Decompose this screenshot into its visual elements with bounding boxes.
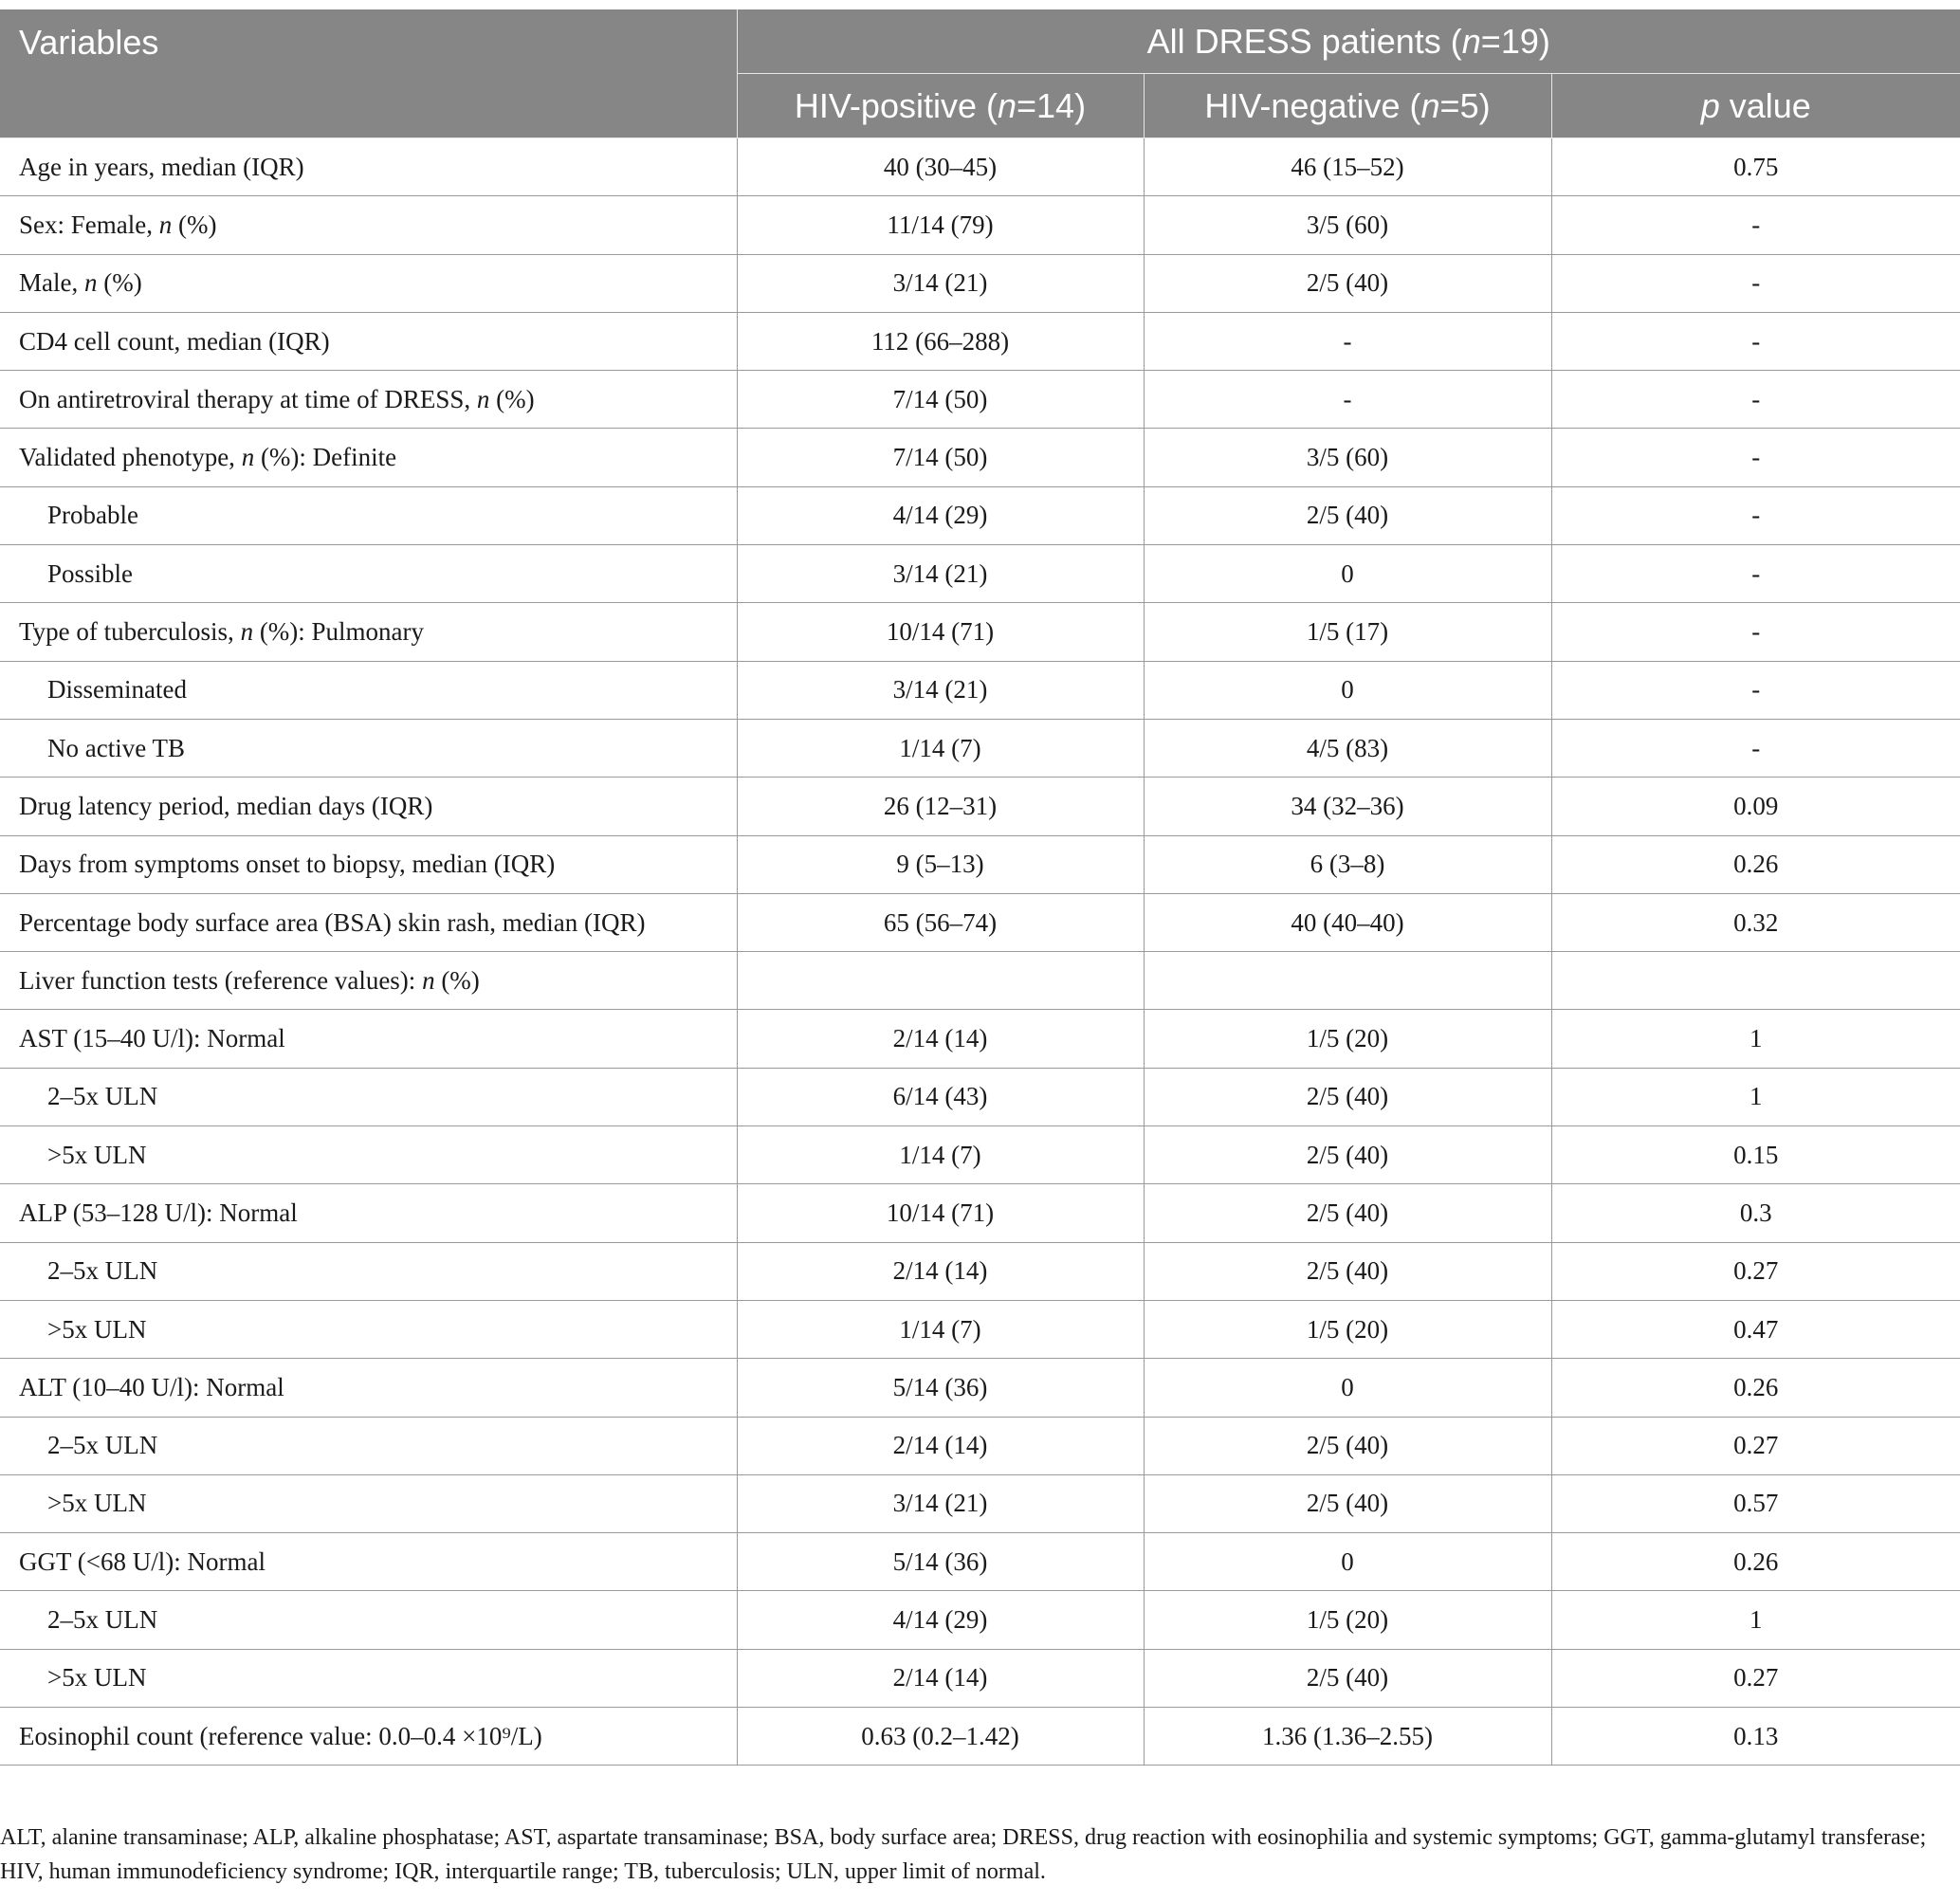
label-text: 2–5x ULN xyxy=(47,1605,158,1635)
p-value-cell: 0.26 xyxy=(1551,1533,1960,1591)
row-variable-label xyxy=(0,429,737,486)
row-variable-label xyxy=(0,1184,737,1242)
row-variable-label xyxy=(0,952,737,1010)
hiv-negative-cell: 1/5 (20) xyxy=(1144,1010,1551,1068)
label-text: Days from symptoms onset to biopsy, median (IQR) xyxy=(19,850,556,879)
label-text: >5x ULN xyxy=(47,1314,147,1344)
p-value-cell: - xyxy=(1551,254,1960,312)
hiv-positive-cell: 10/14 (71) xyxy=(737,1184,1144,1242)
table-row xyxy=(0,1591,1960,1649)
label-text: ALT (10–40 U/l): Normal xyxy=(19,1372,284,1401)
p-value-cell: 0.27 xyxy=(1551,1417,1960,1474)
hiv-pos-suffix: =14) xyxy=(1017,85,1087,125)
hiv-positive-cell: 1/14 (7) xyxy=(737,1300,1144,1358)
label-text: Probable xyxy=(47,501,138,530)
table-footnote: ALT, alanine transaminase; ALP, alkaline phosphatase; AST, aspartate transaminase; BSA, body surface area; DRESS, drug reaction with eosinophilia and systemic symptoms; GGT, gamma-glutamyl transferase; HIV, human immunodeficiency syndrome; IQR, interquartile range; TB, tuberculosis; ULN, upper limit of normal. xyxy=(0,1825,1927,1884)
hiv-negative-cell: 2/5 (40) xyxy=(1144,254,1551,312)
row-variable-label xyxy=(0,1649,737,1707)
table-row xyxy=(0,1417,1960,1474)
hiv-negative-cell: 0 xyxy=(1144,545,1551,603)
table-row xyxy=(0,254,1960,312)
row-variable-label xyxy=(0,1126,737,1184)
hiv-positive-cell: 4/14 (29) xyxy=(737,1591,1144,1649)
label-text: Eosinophil count (reference value: 0.0–0.4 ×10⁹/L) xyxy=(19,1721,542,1750)
row-variable-label xyxy=(0,1474,737,1532)
hiv-negative-cell: 2/5 (40) xyxy=(1144,1649,1551,1707)
group-suffix: =19) xyxy=(1480,21,1550,61)
table-row xyxy=(0,138,1960,196)
hiv-positive-cell: 3/14 (21) xyxy=(737,661,1144,719)
hiv-positive-cell: 10/14 (71) xyxy=(737,603,1144,661)
label-italic-n: n xyxy=(158,210,173,239)
p-value-cell: - xyxy=(1551,486,1960,544)
header-row-1 xyxy=(0,9,1960,74)
p-suffix: value xyxy=(1719,85,1811,125)
label-text-suffix: (%) xyxy=(434,965,480,995)
hiv-negative-cell: 2/5 (40) xyxy=(1144,1184,1551,1242)
p-value-cell: 0.09 xyxy=(1551,778,1960,835)
hiv-negative-cell: 1/5 (17) xyxy=(1144,603,1551,661)
label-text: Male, xyxy=(19,268,84,298)
table-row xyxy=(0,893,1960,951)
hiv-negative-cell: 1/5 (20) xyxy=(1144,1591,1551,1649)
table-row xyxy=(0,835,1960,893)
row-variable-label xyxy=(0,719,737,777)
label-italic-n: n xyxy=(83,268,98,298)
table-row xyxy=(0,1708,1960,1766)
variables-header xyxy=(0,9,737,138)
label-text: >5x ULN xyxy=(47,1663,147,1693)
hiv-negative-cell: 2/5 (40) xyxy=(1144,1242,1551,1300)
table-row xyxy=(0,1533,1960,1591)
row-variable-label xyxy=(0,486,737,544)
row-variable-label xyxy=(0,1359,737,1417)
table-row xyxy=(0,371,1960,429)
row-variable-label xyxy=(0,1010,737,1068)
table-row xyxy=(0,778,1960,835)
all-patients-group-header xyxy=(737,9,1960,74)
hiv-positive-cell: 112 (66–288) xyxy=(737,312,1144,370)
group-prefix: All DRESS patients ( xyxy=(1146,21,1462,61)
hiv-positive-cell: 2/14 (14) xyxy=(737,1417,1144,1474)
hiv-positive-cell: 2/14 (14) xyxy=(737,1010,1144,1068)
p-value-cell: - xyxy=(1551,196,1960,254)
p-value-cell: - xyxy=(1551,603,1960,661)
hiv-positive-cell: 1/14 (7) xyxy=(737,1126,1144,1184)
hiv-neg-n: n xyxy=(1420,85,1440,125)
table-row xyxy=(0,603,1960,661)
row-variable-label xyxy=(0,1068,737,1125)
label-text: 2–5x ULN xyxy=(47,1431,158,1460)
table-row xyxy=(0,429,1960,486)
hiv-negative-header xyxy=(1144,74,1551,138)
table-row xyxy=(0,1474,1960,1532)
table-row xyxy=(0,1300,1960,1358)
hiv-negative-cell: 0 xyxy=(1144,1533,1551,1591)
hiv-positive-cell: 11/14 (79) xyxy=(737,196,1144,254)
hiv-negative-cell: 2/5 (40) xyxy=(1144,1474,1551,1532)
label-text: Type of tuberculosis, xyxy=(19,617,241,647)
row-variable-label xyxy=(0,545,737,603)
hiv-positive-cell: 5/14 (36) xyxy=(737,1533,1144,1591)
dress-patients-table xyxy=(0,9,1960,1766)
table-row xyxy=(0,312,1960,370)
label-text: AST (15–40 U/l): Normal xyxy=(19,1024,285,1053)
hiv-negative-cell: - xyxy=(1144,371,1551,429)
label-italic-n: n xyxy=(476,384,490,413)
p-value-cell: 0.26 xyxy=(1551,1359,1960,1417)
table-row xyxy=(0,952,1960,1010)
p-value-cell: - xyxy=(1551,545,1960,603)
p-value-header xyxy=(1551,74,1960,138)
hiv-positive-cell: 3/14 (21) xyxy=(737,545,1144,603)
table-row xyxy=(0,196,1960,254)
table-row xyxy=(0,486,1960,544)
label-text-suffix: (%): Definite xyxy=(254,443,397,472)
hiv-negative-cell: 0 xyxy=(1144,661,1551,719)
hiv-negative-cell: 2/5 (40) xyxy=(1144,1126,1551,1184)
hiv-positive-cell: 7/14 (50) xyxy=(737,371,1144,429)
hiv-negative-cell: 2/5 (40) xyxy=(1144,1417,1551,1474)
hiv-positive-cell: 40 (30–45) xyxy=(737,138,1144,196)
p-italic: p xyxy=(1700,85,1720,125)
label-text: Disseminated xyxy=(47,675,187,704)
row-variable-label xyxy=(0,603,737,661)
hiv-negative-cell: 46 (15–52) xyxy=(1144,138,1551,196)
hiv-positive-header xyxy=(737,74,1144,138)
hiv-positive-cell: 7/14 (50) xyxy=(737,429,1144,486)
row-variable-label xyxy=(0,138,737,196)
row-variable-label xyxy=(0,1417,737,1474)
p-value-cell: 0.47 xyxy=(1551,1300,1960,1358)
hiv-positive-cell: 6/14 (43) xyxy=(737,1068,1144,1125)
p-value-cell: 0.3 xyxy=(1551,1184,1960,1242)
hiv-positive-cell: 5/14 (36) xyxy=(737,1359,1144,1417)
label-text: Age in years, median (IQR) xyxy=(19,152,304,181)
hiv-neg-prefix: HIV-negative ( xyxy=(1204,85,1421,125)
p-value-cell: 1 xyxy=(1551,1591,1960,1649)
row-variable-label xyxy=(0,835,737,893)
hiv-negative-cell: 0 xyxy=(1144,1359,1551,1417)
label-text: No active TB xyxy=(47,733,185,762)
table-row xyxy=(0,1068,1960,1125)
hiv-pos-prefix: HIV-positive ( xyxy=(794,85,998,125)
row-variable-label xyxy=(0,1533,737,1591)
p-value-cell: 0.26 xyxy=(1551,835,1960,893)
table-row xyxy=(0,1242,1960,1300)
table-row xyxy=(0,1359,1960,1417)
table-row xyxy=(0,1010,1960,1068)
hiv-negative-cell: 1/5 (20) xyxy=(1144,1300,1551,1358)
hiv-positive-cell: 65 (56–74) xyxy=(737,893,1144,951)
hiv-negative-cell: 34 (32–36) xyxy=(1144,778,1551,835)
p-value-cell: 0.75 xyxy=(1551,138,1960,196)
hiv-positive-cell: 26 (12–31) xyxy=(737,778,1144,835)
label-text: ALP (53–128 U/l): Normal xyxy=(19,1198,298,1227)
hiv-negative-cell: 3/5 (60) xyxy=(1144,196,1551,254)
label-text: >5x ULN xyxy=(47,1489,147,1518)
hiv-neg-suffix: =5) xyxy=(1439,85,1491,125)
hiv-negative-cell: 2/5 (40) xyxy=(1144,486,1551,544)
p-value-cell: 0.32 xyxy=(1551,893,1960,951)
label-text: >5x ULN xyxy=(47,1140,147,1169)
hiv-negative-cell: 40 (40–40) xyxy=(1144,893,1551,951)
row-variable-label xyxy=(0,312,737,370)
label-text-suffix: (%) xyxy=(97,268,142,298)
p-value-cell: 0.27 xyxy=(1551,1649,1960,1707)
label-italic-n: n xyxy=(240,617,254,647)
p-value-cell: - xyxy=(1551,312,1960,370)
data-table-container xyxy=(0,9,1960,1766)
row-variable-label xyxy=(0,893,737,951)
table-row xyxy=(0,1649,1960,1707)
table-body xyxy=(0,138,1960,1766)
p-value-cell xyxy=(1551,952,1960,1010)
hiv-positive-cell: 4/14 (29) xyxy=(737,486,1144,544)
p-value-cell: - xyxy=(1551,429,1960,486)
hiv-negative-cell: 1.36 (1.36–2.55) xyxy=(1144,1708,1551,1766)
label-text: On antiretroviral therapy at time of DRESS, xyxy=(19,384,477,413)
label-text: GGT (<68 U/l): Normal xyxy=(19,1546,266,1576)
hiv-positive-cell: 2/14 (14) xyxy=(737,1242,1144,1300)
p-value-cell: - xyxy=(1551,661,1960,719)
hiv-positive-cell: 3/14 (21) xyxy=(737,254,1144,312)
p-value-cell: 0.57 xyxy=(1551,1474,1960,1532)
label-text: Drug latency period, median days (IQR) xyxy=(19,791,433,820)
p-value-cell: 1 xyxy=(1551,1010,1960,1068)
label-text: Possible xyxy=(47,558,134,588)
p-value-cell: 0.27 xyxy=(1551,1242,1960,1300)
label-text: 2–5x ULN xyxy=(47,1082,158,1111)
hiv-negative-cell: 4/5 (83) xyxy=(1144,719,1551,777)
label-text: Sex: Female, xyxy=(19,210,159,239)
table-row xyxy=(0,661,1960,719)
p-value-cell: 0.15 xyxy=(1551,1126,1960,1184)
hiv-negative-cell: 6 (3–8) xyxy=(1144,835,1551,893)
hiv-negative-cell: 3/5 (60) xyxy=(1144,429,1551,486)
table-row xyxy=(0,1126,1960,1184)
row-variable-label xyxy=(0,196,737,254)
table-row xyxy=(0,719,1960,777)
hiv-positive-cell: 3/14 (21) xyxy=(737,1474,1144,1532)
label-text-suffix: (%): Pulmonary xyxy=(253,617,425,647)
p-value-cell: 1 xyxy=(1551,1068,1960,1125)
hiv-positive-cell xyxy=(737,952,1144,1010)
label-text: CD4 cell count, median (IQR) xyxy=(19,326,330,356)
table-header xyxy=(0,9,1960,138)
hiv-negative-cell: - xyxy=(1144,312,1551,370)
p-value-cell: - xyxy=(1551,719,1960,777)
row-variable-label xyxy=(0,254,737,312)
label-text-suffix: (%) xyxy=(489,384,535,413)
p-value-cell: 0.13 xyxy=(1551,1708,1960,1766)
row-variable-label xyxy=(0,1591,737,1649)
label-text-suffix: (%) xyxy=(172,210,217,239)
group-n: n xyxy=(1461,21,1481,61)
label-italic-n: n xyxy=(241,443,255,472)
variables-header-label: Variables xyxy=(19,23,159,62)
row-variable-label xyxy=(0,1300,737,1358)
hiv-positive-cell: 2/14 (14) xyxy=(737,1649,1144,1707)
row-variable-label xyxy=(0,1708,737,1766)
table-row xyxy=(0,545,1960,603)
label-text: Liver function tests (reference values): xyxy=(19,965,423,995)
row-variable-label xyxy=(0,371,737,429)
hiv-positive-cell: 0.63 (0.2–1.42) xyxy=(737,1708,1144,1766)
table-row xyxy=(0,1184,1960,1242)
hiv-pos-n: n xyxy=(997,85,1017,125)
hiv-positive-cell: 1/14 (7) xyxy=(737,719,1144,777)
label-italic-n: n xyxy=(422,965,435,995)
hiv-negative-cell: 2/5 (40) xyxy=(1144,1068,1551,1125)
label-text: 2–5x ULN xyxy=(47,1256,158,1286)
row-variable-label xyxy=(0,778,737,835)
hiv-positive-cell: 9 (5–13) xyxy=(737,835,1144,893)
p-value-cell: - xyxy=(1551,371,1960,429)
row-variable-label xyxy=(0,1242,737,1300)
label-text: Percentage body surface area (BSA) skin rash, median (IQR) xyxy=(19,907,646,937)
row-variable-label xyxy=(0,661,737,719)
hiv-negative-cell xyxy=(1144,952,1551,1010)
label-text: Validated phenotype, xyxy=(19,443,242,472)
